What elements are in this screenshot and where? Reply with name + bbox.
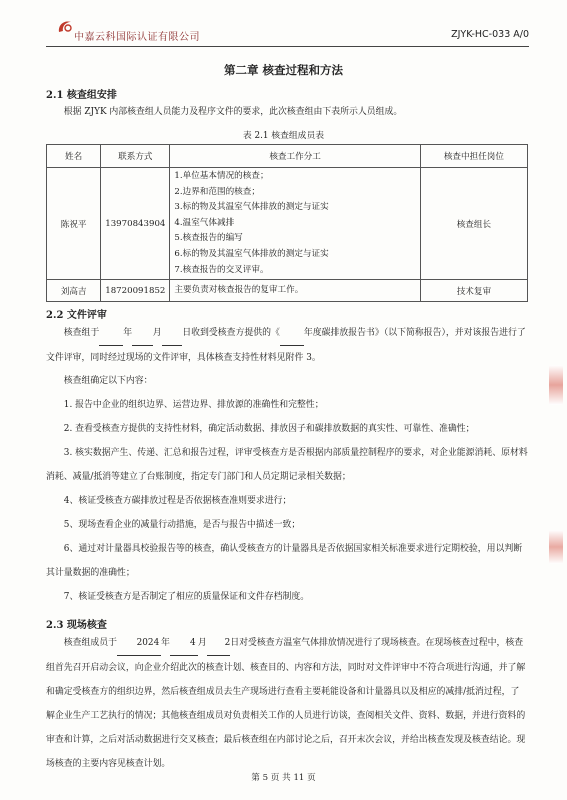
duty-item: 主要负责对核查报告的复审工作。 [174, 284, 304, 295]
check-item: 4、核证受核查方碳排放过程是否依据核查准则要求进行； [63, 496, 292, 506]
check-item: 2. 查看受核查方提供的支持性材料，确定活动数据、排放因子和碳排放数据的真实性、可靠性、准确性； [63, 424, 475, 434]
duty-item: 1.单位基本情况的核查； [174, 171, 269, 181]
text-run: 年 [161, 638, 170, 648]
member-name: 陈祝平 [47, 168, 101, 280]
onsite-year: 2024 [117, 631, 161, 656]
section-2-2-confirm: 核查组确定以下内容： [63, 376, 153, 386]
member-name: 刘高吉 [47, 280, 101, 302]
team-member-table [46, 144, 528, 302]
page-footer: 第 5 页 共 11 页 [251, 773, 316, 783]
company-name: 中嘉云科国际认证有限公司 [74, 32, 200, 43]
column-header-contact: 联系方式 [101, 145, 170, 168]
onsite-month: 4 [170, 631, 198, 656]
check-item: 5、现场查看企业的减量行动措施，是否与报告中描述一致； [63, 520, 301, 530]
blank-report-year [280, 321, 304, 346]
section-2-2-heading: 2.2 文件评审 [46, 310, 107, 321]
member-duties [170, 168, 420, 280]
section-2-1-heading: 2.1 核查组安排 [46, 90, 117, 101]
blank-month [132, 321, 153, 346]
section-2-2-paragraph [46, 321, 528, 370]
duty-item: 4.温室气体减排 [174, 217, 235, 228]
column-header-role: 核查中担任岗位 [420, 145, 527, 168]
text-run: 年 [123, 328, 133, 338]
text-run: 日收到受核查方提供的《 [182, 328, 280, 338]
page-header [46, 24, 529, 47]
section-2-3-heading: 2.3 现场核查 [46, 620, 107, 631]
text-run: 年度碳排放报告书》（以下简称报告），并对该报告进行了文件评审，同时经过现场的文件评审，具体核查支持性材料见附件 3。 [46, 328, 526, 363]
blank-day [162, 321, 183, 346]
duty-item: 6.标的物及其温室气体排放的测定与证实 [174, 248, 329, 259]
column-header-name: 姓名 [47, 145, 101, 168]
document-number: ZJYK-HC-033 A/0 [451, 29, 529, 40]
text-run: 核查组成员于 [63, 638, 118, 648]
text-run: 日对受核查方温室气体排放情况进行了现场核查。在现场核查过程中，核查组首先召开启动会议，向企业介绍此次的核查计划、核查目的、内容和方法，同时对文件评审中不符合项进行沟通，并了解和确定受核查方的组织边界，然后核查组成员去生产现场进行查看主要耗能设备和计量器具以及相应的减排/抵消过程，了解企业生产工艺执行的情况；其他核查组成员对负责相关工作的人员进行访谈，查阅相关文件、资料、数据，并进行资料的审查和计算，之后对活动数据进行交叉核查；最后核查组在内部讨论之后，召开末次会议，并给出核查发现及核查结论。现场核查的主要内容见核查计划。 [46, 638, 526, 769]
member-contact: 13970843904 [101, 168, 170, 280]
column-header-duties: 核查工作分工 [170, 145, 420, 168]
section-2-1-intro: 根据 ZJYK 内部核查组人员能力及程序文件的要求，此次核查组由下表所示人员组成。 [63, 107, 403, 117]
seam-stamp-fragment [549, 530, 563, 564]
onsite-day: 2 [207, 631, 230, 656]
chapter-title: 第二章 核查过程和方法 [223, 63, 343, 77]
duty-item: 3.标的物及其温室气体排放的测定与证实 [174, 202, 329, 213]
table-row [47, 168, 528, 280]
member-contact: 18720091852 [101, 280, 170, 302]
member-role: 技术复审 [420, 280, 527, 302]
text-run: 核查组于 [63, 328, 100, 338]
company-logo-icon [56, 18, 74, 36]
member-role: 核查组长 [420, 168, 527, 280]
duty-item: 2.边界和范围的核查； [174, 186, 260, 197]
blank-year [99, 321, 123, 346]
text-run: 月 [152, 328, 162, 338]
table-caption: 表 2.1 核查组成员表 [242, 131, 325, 141]
table-header-row [47, 145, 528, 168]
check-item: 7、核证受核查方是否制定了相应的质量保证和文件存档制度。 [63, 592, 310, 602]
duty-item: 5.核查报告的编写 [174, 233, 243, 244]
member-duties [170, 280, 420, 302]
table-row [47, 280, 528, 302]
check-item: 3. 核实数据产生、传递、汇总和报告过程，评审受核查方是否根据内部质量控制程序的要求，对企业能源消耗、原材料消耗、减量/抵消等建立了台账制度，指定专门部门和人员定期记录相关数据； [46, 448, 528, 482]
section-2-3-paragraph [46, 631, 528, 776]
duty-item: 7.核查报告的交叉评审。 [174, 264, 269, 275]
seam-stamp-fragment [549, 365, 563, 405]
text-run: 月 [197, 638, 207, 648]
check-item: 6、通过对计量器具校验报告等的核查，确认受核查方的计量器具是否依据国家相关标准要求进行定期校验，用以判断其计量数据的准确性； [46, 544, 523, 578]
check-item: 1. 报告中企业的组织边界、运营边界、排放源的准确性和完整性； [63, 400, 324, 410]
